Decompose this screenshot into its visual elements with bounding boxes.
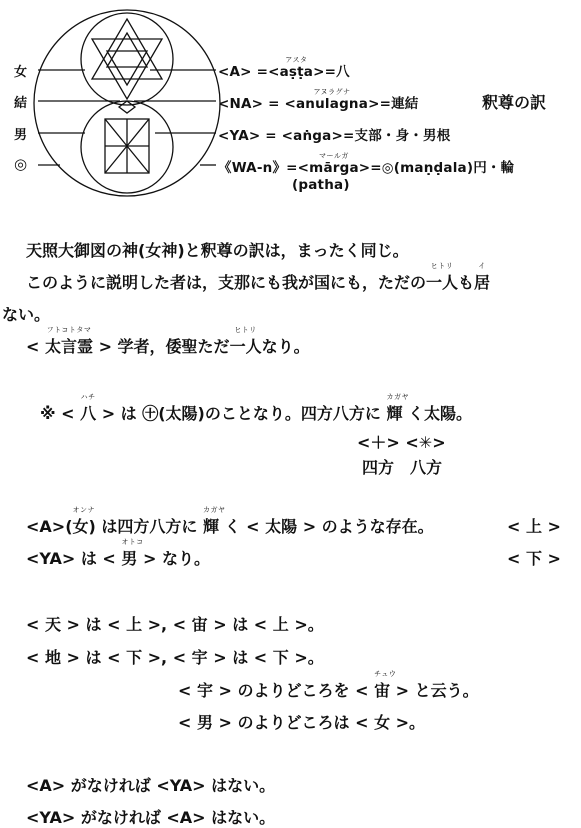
paragraph-2: このように説明した者は，支那にも我が国にも，ただの ヒトリ 一人も イ 居 bbox=[26, 262, 491, 292]
eq-line-a: <A> =< アスタ aṣṭa>=八 bbox=[218, 56, 350, 80]
a-line: <A>( オンナ 女) は四方八方に カガヤ 輝 く < 太陽 > のような存在。 bbox=[26, 506, 434, 536]
paragraph-3: < フトコトタマ 太言霊 > 学者，倭聖ただ ヒトリ 一人なり。 bbox=[26, 326, 310, 356]
line-heaven: < 天 > は < 上 >, < 宙 > は < 上 >。 bbox=[26, 615, 324, 634]
ya-line: <YA> は < オトコ 男 > なり。 bbox=[26, 538, 210, 568]
line-a-ya: <A> がなければ <YA> はない。 bbox=[26, 776, 276, 795]
side-note: 釈尊の訳 bbox=[482, 93, 547, 112]
ya-right-label: < 下 > bbox=[507, 549, 561, 568]
label-man: 男 bbox=[14, 128, 28, 143]
line-foundation: < 宇 > のよりどころを < チュウ 宙 > と云う。 bbox=[178, 670, 479, 700]
a-right-label: < 上 > bbox=[507, 517, 561, 536]
paragraph-2-cont: ない。 bbox=[2, 305, 51, 324]
note-line: ※ < ハチ 八 > は ㊉(太陽)のことなり。四方八方に カガヤ 輝 く太陽。 bbox=[40, 393, 473, 423]
line-ya-a: <YA> がなければ <A> はない。 bbox=[26, 808, 276, 827]
symbol-line: <＋> <✳> bbox=[357, 433, 446, 452]
label-bond: 結 bbox=[14, 96, 28, 111]
line-earth: < 地 > は < 下 >, < 宇 > は < 下 >。 bbox=[26, 648, 324, 667]
label-circle-symbol: ◎ bbox=[14, 155, 28, 173]
hexagram-down-triangle bbox=[92, 39, 162, 99]
symbol-caption: 四方 八方 bbox=[362, 458, 443, 477]
label-woman: 女 bbox=[14, 65, 28, 80]
eq-line-na: <NA> = < アヌラグナ anulagna>=連結 bbox=[218, 88, 419, 112]
patha-label: (patha) bbox=[292, 177, 350, 193]
paragraph-1: 天照大御図の神(女神)と釈尊の訳は，まったく同じ。 bbox=[26, 241, 409, 260]
upper-circle bbox=[81, 13, 173, 105]
line-man-woman: < 男 > のよりどころは < 女 >。 bbox=[178, 713, 426, 732]
eq-line-wan: 《WA-n》=< マールガ mārga>=◎(maṇḍala)円・輪 bbox=[218, 152, 515, 176]
eq-line-ya: <YA> = <aṅga>=支部・身・男根 bbox=[218, 128, 451, 144]
